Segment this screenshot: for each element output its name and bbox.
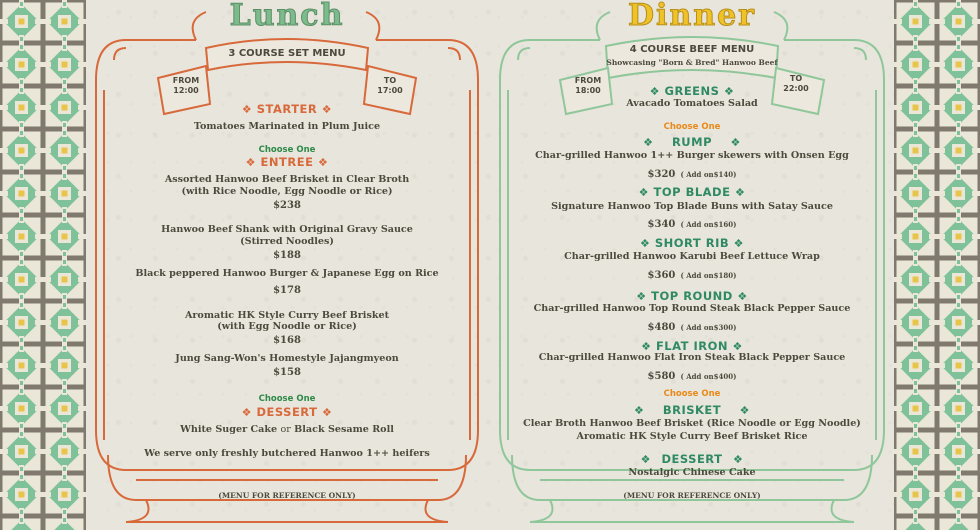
diamond-ornament-icon: ❖ <box>321 103 333 116</box>
lunch-tagline: We serve only freshly butchered Hanwoo 1++ heifers <box>144 448 430 459</box>
diamond-ornament-icon: ❖ <box>733 453 744 466</box>
lunch-starter-item: Tomatoes Marinated in Plum Juice <box>193 121 381 132</box>
dinner-banner: 4 COURSE BEEF MENU <box>629 44 755 55</box>
diamond-ornament-icon: ❖ <box>241 406 252 419</box>
lunch-entree-item-2-price: $188 <box>273 250 301 261</box>
dinner-cut-1-item: Char-grilled Hanwoo 1++ Burger skewers with Onsen Egg <box>535 150 849 161</box>
diamond-ornament-icon: ❖ <box>737 290 748 303</box>
dinner-choose-2: Choose One <box>663 389 721 399</box>
dinner-cut-3-heading-row <box>490 236 894 250</box>
lunch-entree-item-5-price: $158 <box>273 367 301 378</box>
lunch-entree-choose: Choose One <box>258 145 316 155</box>
dinner-brisket-item-1: Clear Broth Hanwoo Beef Brisket (Rice Noodle or Egg Noodle) <box>523 418 861 429</box>
lunch-entree-heading-row <box>86 155 488 169</box>
dinner-from-label: FROM <box>574 76 602 85</box>
lunch-entree-item-4-name: Aromatic HK Style Curry Beef Brisket <box>184 310 390 321</box>
dinner-cut-3-price-row <box>490 263 894 282</box>
dinner-brisket-heading: BRISKET <box>662 403 722 417</box>
dinner-cut-4-item: Char-grilled Hanwoo Top Round Steak Black Pepper Sauce <box>533 303 851 314</box>
lunch-entree-item-3-name: Black peppered Hanwoo Burger & Japanese Egg on Rice <box>135 268 439 279</box>
lunch-entree-item-2-name-2: (Stirred Noodles) <box>240 236 334 247</box>
dinner-cut-3-heading: SHORT RIB <box>654 236 730 250</box>
dinner-cut-2-heading: TOP BLADE <box>653 185 731 199</box>
dinner-greens-heading-row <box>490 84 894 98</box>
lunch-entree-item-5-name: Jung Sang-Won's Homestyle Jajangmyeon <box>175 353 399 364</box>
dinner-cut-5-heading-row <box>490 339 894 353</box>
dinner-greens-item: Avacado Tomatoes Salad <box>626 98 758 109</box>
dinner-cut-4-heading: TOP ROUND <box>651 289 733 303</box>
dinner-cut-2-heading-row <box>490 185 894 199</box>
lunch-entree-heading: ENTREE <box>260 155 314 169</box>
diamond-ornament-icon: ❖ <box>638 186 649 199</box>
diamond-ornament-icon: ❖ <box>322 406 333 419</box>
lunch-from-label: FROM <box>172 76 200 85</box>
diamond-ornament-icon: ❖ <box>317 156 329 169</box>
diamond-ornament-icon: ❖ <box>732 340 743 353</box>
dinner-to-time: 22:00 <box>783 84 809 93</box>
lunch-starter-heading-row <box>86 102 488 116</box>
dinner-cut-5-heading: FLAT IRON <box>655 339 729 353</box>
dinner-cut-4-addon: ( Add on$300) <box>680 323 737 332</box>
lunch-title: Lunch <box>229 0 345 33</box>
dinner-cut-4-heading-row <box>490 289 894 303</box>
lunch-to-label: TO <box>383 76 397 85</box>
lunch-entree-item-4-price: $168 <box>273 335 301 346</box>
lunch-dessert-items <box>86 424 488 436</box>
diamond-ornament-icon: ❖ <box>639 237 651 250</box>
right-tile-border <box>894 0 980 530</box>
dinner-cut-1-heading: RUMP <box>671 135 713 149</box>
dinner-to-label: TO <box>789 74 803 83</box>
lunch-panel <box>86 0 488 530</box>
lunch-starter-heading: STARTER <box>256 102 318 116</box>
lunch-to-time: 17:00 <box>377 86 403 95</box>
lunch-dessert-item-b: Black Sesame Roll <box>294 424 394 435</box>
dinner-cut-1-addon: ( Add on$140) <box>680 170 737 179</box>
dinner-brisket-item-2: Aromatic HK Style Curry Beef Brisket Rice <box>576 431 808 442</box>
diamond-ornament-icon: ❖ <box>245 156 257 169</box>
lunch-entree-item-3-price: $178 <box>273 285 301 296</box>
diamond-ornament-icon: ❖ <box>730 136 741 149</box>
dinner-greens-heading: GREENS <box>664 84 720 98</box>
diamond-ornament-icon: ❖ <box>733 237 745 250</box>
lunch-dessert-heading: DESSERT <box>256 405 318 419</box>
dinner-cut-3-price: $360 <box>647 270 676 281</box>
tile-pattern-right <box>894 0 980 530</box>
diamond-ornament-icon: ❖ <box>640 453 651 466</box>
dinner-cut-1-heading-row <box>490 135 894 149</box>
dinner-cut-4-price-row <box>490 315 894 334</box>
dinner-cut-5-price-row <box>490 364 894 383</box>
lunch-dessert-heading-row <box>86 405 488 419</box>
lunch-from-time: 12:00 <box>173 86 199 95</box>
dinner-cut-5-price: $580 <box>647 371 676 382</box>
lunch-reference-note: (MENU FOR REFERENCE ONLY) <box>218 491 356 500</box>
dinner-reference-note: (MENU FOR REFERENCE ONLY) <box>623 491 761 500</box>
dinner-dessert-heading: DESSERT <box>661 452 723 466</box>
lunch-banner: 3 COURSE SET MENU <box>228 48 346 59</box>
dinner-cut-2-price-row <box>490 212 894 231</box>
dinner-dessert-heading-row <box>490 452 894 466</box>
diamond-ornament-icon: ❖ <box>241 103 253 116</box>
dinner-cut-5-item: Char-grilled Hanwoo Flat Iron Steak Black Pepper Sauce <box>538 352 846 363</box>
dinner-from-time: 18:00 <box>575 86 601 95</box>
dinner-cut-5-addon: ( Add on$400) <box>680 372 737 381</box>
diamond-ornament-icon: ❖ <box>641 340 652 353</box>
dinner-cut-4-price: $480 <box>647 322 676 333</box>
lunch-dessert-choose: Choose One <box>258 394 316 404</box>
lunch-entree-item-1-name-2: (with Rice Noodle, Egg Noodle or Rice) <box>181 186 393 197</box>
dinner-title: Dinner <box>628 0 756 33</box>
dinner-cut-1-price: $320 <box>647 169 676 180</box>
diamond-ornament-icon: ❖ <box>649 85 661 98</box>
lunch-entree-item-2-name: Hanwoo Beef Shank with Original Gravy Sauce <box>161 224 413 235</box>
dinner-cut-3-addon: ( Add on$180) <box>680 271 737 280</box>
dinner-cut-2-price: $340 <box>647 219 676 230</box>
left-tile-border <box>0 0 86 530</box>
diamond-ornament-icon: ❖ <box>643 136 654 149</box>
diamond-ornament-icon: ❖ <box>633 404 645 417</box>
lunch-entree-item-1-price: $238 <box>273 200 301 211</box>
lunch-entree-item-1-name: Assorted Hanwoo Beef Brisket in Clear Broth <box>164 174 410 185</box>
lunch-entree-item-4-name-2: (with Egg Noodle or Rice) <box>217 321 357 332</box>
dinner-brisket-heading-row <box>490 403 894 417</box>
lunch-dessert-item-a: White Suger Cake <box>180 424 278 435</box>
tile-pattern-left <box>0 0 86 530</box>
diamond-ornament-icon: ❖ <box>636 290 647 303</box>
dinner-cut-1-price-row <box>490 162 894 181</box>
diamond-ornament-icon: ❖ <box>723 85 735 98</box>
diamond-ornament-icon: ❖ <box>734 186 746 199</box>
dinner-dessert-item: Nostalgic Chinese Cake <box>628 467 756 478</box>
lunch-dessert-or: or <box>280 424 291 435</box>
dinner-cut-2-item: Signature Hanwoo Top Blade Buns with Satay Sauce <box>551 201 833 212</box>
diamond-ornament-icon: ❖ <box>739 404 751 417</box>
dinner-cut-3-item: Char-grilled Hanwoo Karubi Beef Lettuce Wrap <box>564 251 820 262</box>
dinner-cut-2-addon: ( Add on$160) <box>680 220 737 229</box>
dinner-panel <box>490 0 894 530</box>
dinner-banner-sub: Showcasing "Born & Bred" Hanwoo Beef <box>606 58 778 67</box>
dinner-choose-1: Choose One <box>663 122 721 132</box>
